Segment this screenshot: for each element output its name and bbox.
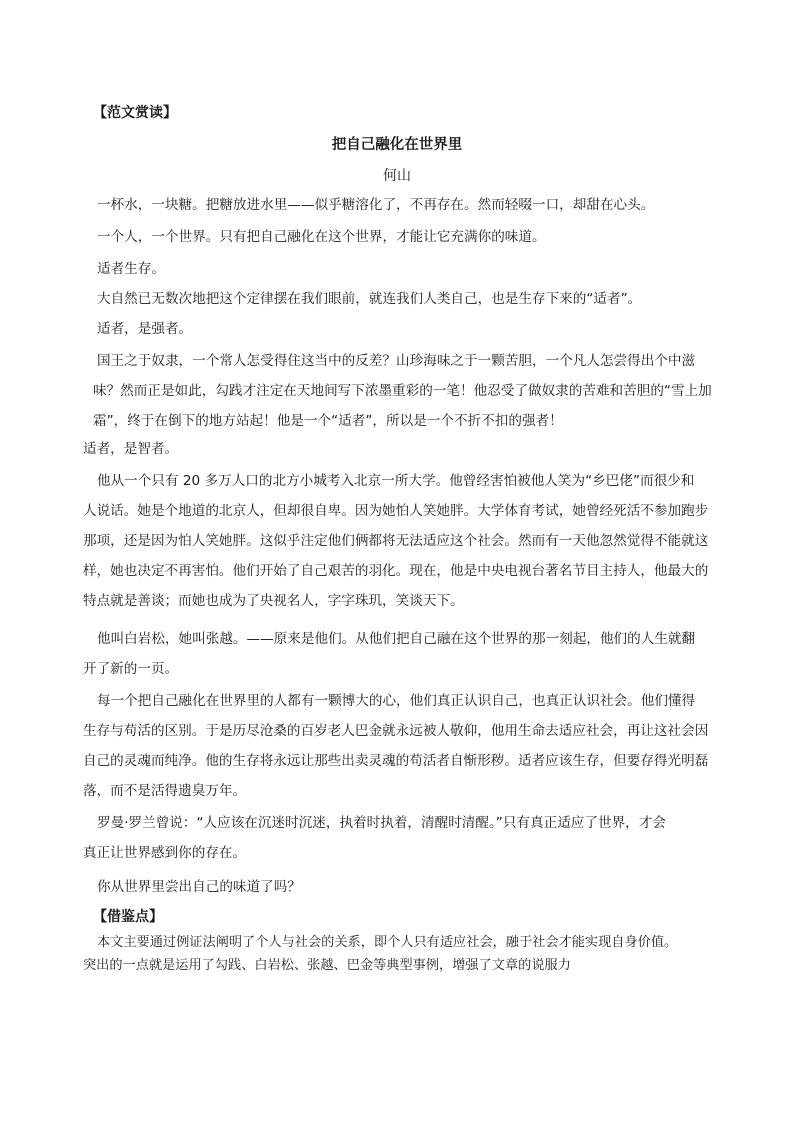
paragraph <box>97 284 717 314</box>
paragraph-line: 罗曼·罗兰曾说：“人应该在沉迷时沉迷，执着时执着，清醒时清醒。”只有真正适应了世界，才会 <box>97 815 666 831</box>
paragraph <box>83 434 703 464</box>
paragraph-line: 国王之于奴隶，一个常人怎受得住这当中的反差？山珍海味之于一颗苦胆，一个凡人怎尝得出个中滋 <box>97 353 696 369</box>
paragraph-line: 开了新的一页。 <box>83 661 179 677</box>
paragraph-line: 那项，还是因为怕人笑她胖。这似乎注定他们俩都将无法适应这个社会。然而有一天他忽然觉得不能就这 <box>83 533 709 549</box>
paragraph-line: 适者，是强者。 <box>97 321 193 337</box>
commentary-line: 本文主要通过例证法阐明了个人与社会的关系，即个人只有适应社会，融于社会才能实现自身价值。 <box>97 935 678 950</box>
commentary-text <box>83 931 723 977</box>
paragraph-line: 他叫白岩松，她叫张越。——原来是他们。从他们把自己融在这个世界的那一刻起，他们的人生就翻 <box>97 631 696 647</box>
paragraph-line: 自己的灵魂而纯净。他的生存将永远让那些出卖灵魂的苟活者自惭形秽。适者应该生存，但要存得光明磊 <box>83 753 709 769</box>
paragraph-line: 霜”，终于在倒下的地方站起！他是一个“适者”，所以是一个不折不扣的强者！ <box>93 413 563 429</box>
paragraph <box>97 872 717 902</box>
section-heading-learning-points: 【借鉴点】 <box>93 909 163 925</box>
paragraph-line: 适者，是智者。 <box>83 441 179 457</box>
section-heading-model-essay: 【范文赏读】 <box>93 105 177 121</box>
paragraph-line: 样，她也决定不再害怕。他们开始了自己艰苦的羽化。现在，他是中央电视台著名节目主持人，他最大的 <box>83 563 709 579</box>
paragraph <box>93 346 733 436</box>
paragraph <box>83 466 733 616</box>
paragraph-line: 他从一个只有 20 多万人口的北方小城考入北京一所大学。他曾经害怕被他人笑为“乡巴佬”而很少和 <box>97 473 695 489</box>
paragraph-line: 味？然而正是如此，勾践才注定在天地间写下浓墨重彩的一笔！他忍受了做奴隶的苦难和苦胆的“雪上加 <box>93 383 712 399</box>
paragraph-line: 大自然已无数次地把这个定律摆在我们眼前，就连我们人类自己，也是生存下来的“适者”。 <box>97 291 642 307</box>
paragraph <box>97 314 717 344</box>
paragraph-line: 每一个把自己融化在世界里的人都有一颗博大的心，他们真正认识自己，也真正认识社会。他们懂得 <box>97 693 696 709</box>
paragraph <box>97 222 717 252</box>
paragraph <box>97 190 717 220</box>
paragraph-line: 适者生存。 <box>97 261 165 277</box>
paragraph-line: 你从世界里尝出自己的味道了吗？ <box>97 879 301 895</box>
paragraph <box>83 624 733 684</box>
paragraph <box>97 254 717 284</box>
paragraph-line: 落，而不是活得遗臭万年。 <box>83 783 247 799</box>
paragraph-line: 生存与苟活的区别。于是历尽沧桑的百岁老人巴金就永远被人敬仰，他用生命去适应社会，再让这社会因 <box>83 723 709 739</box>
article-author: 何山 <box>383 168 411 184</box>
paragraph-line: 一个人，一个世界。只有把自己融化在这个世界，才能让它充满你的味道。 <box>97 229 546 245</box>
paragraph <box>83 808 733 868</box>
commentary-line: 突出的一点就是运用了勾践、白岩松、张越、巴金等典型事例，增强了文章的说服力 <box>83 958 571 973</box>
paragraph-line: 特点就是善谈；而她也成为了央视名人，字字珠玑，笑谈天下。 <box>83 593 464 609</box>
paragraph <box>83 686 733 806</box>
paragraph-line: 人说话。她是个地道的北京人，但却很自卑。因为她怕人笑她胖。大学体育考试，她曾经死活不参加跑步 <box>83 503 709 519</box>
article-title: 把自己融化在世界里 <box>331 137 463 153</box>
paragraph-line: 真正让世界感到你的存在。 <box>83 845 247 861</box>
paragraph-line: 一杯水，一块糖。把糖放进水里——似乎糖溶化了，不再存在。然而轻啜一口，却甜在心头。 <box>97 197 655 213</box>
